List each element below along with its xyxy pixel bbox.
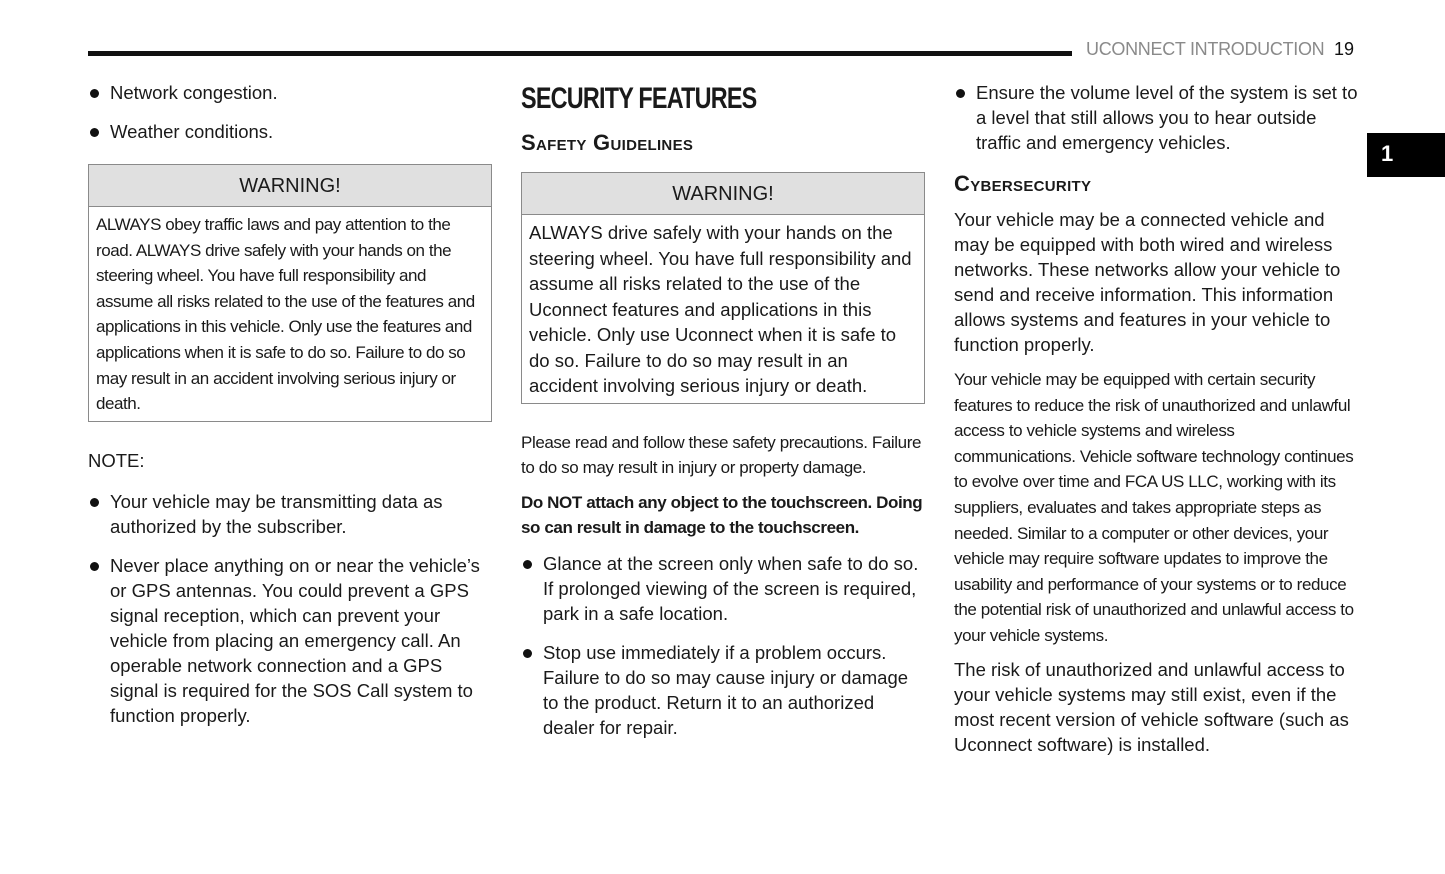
page-number: 19 <box>1334 39 1355 59</box>
list-item: Stop use immediately if a problem occurs. Failure to do so may cause injury or damage to the product. Return it to an authorized dealer for repair. <box>521 640 925 740</box>
header-rule <box>88 51 1072 56</box>
bullet-icon <box>523 560 532 569</box>
intro-paragraph: Please read and follow these safety precautions. Failure to do so may result in injury or property damage. <box>521 432 922 478</box>
column-3 <box>954 80 1358 757</box>
warning-box <box>88 164 492 422</box>
warning-text: ALWAYS drive safely with your hands on the steering wheel. You have full responsibility and assume all risks related to the use of the Uconnect features and applications in this vehicle. Only use Uconnect when it is safe to do so. Failure to do so may result in an accident involving serious injury or death. <box>529 222 912 396</box>
subsection-title: Safety Guidelines <box>521 130 694 155</box>
section-title: SECURITY FEATURES <box>521 82 757 115</box>
note-label: NOTE: <box>88 449 145 471</box>
bullet-icon <box>90 89 99 98</box>
touchscreen-caution: Do NOT attach any object to the touchscreen. Doing so can result in damage to the touchscreen. <box>521 492 923 538</box>
bullet-list <box>954 80 1358 155</box>
list-item: Glance at the screen only when safe to do so. If prolonged viewing of the screen is required, park in a safe location. <box>521 551 925 626</box>
warning-title: WARNING! <box>522 173 924 215</box>
warning-text: ALWAYS obey traffic laws and pay attention to the road. ALWAYS drive safely with your hands on the steering wheel. You have full responsibility and assume all risks related to the use of the features and applications in this vehicle. Only use the features and applications when it is safe to do so. Failure to do so may result in an accident involving serious injury or death. <box>96 215 475 414</box>
subsection-title: Cybersecurity <box>954 171 1092 196</box>
list-item: Ensure the volume level of the system is set to a level that still allows you to hear outside traffic and emergency vehicles. <box>954 80 1358 155</box>
paragraph: The risk of unauthorized and unlawful access to your vehicle systems may still exist, even if the most recent version of vehicle software (such as Uconnect software) is installed. <box>954 658 1349 755</box>
column-1 <box>88 80 492 728</box>
chapter-tab[interactable]: 1 <box>1367 133 1445 177</box>
bullet-icon <box>90 128 99 137</box>
note-bullet-list <box>88 489 492 728</box>
column-2 <box>521 80 925 740</box>
bullet-list <box>521 551 925 740</box>
paragraph: Your vehicle may be a connected vehicle and may be equipped with both wired and wireless networks. These networks allow your vehicle to send and receive information. This information allows systems and features in your vehicle to function properly. <box>954 209 1341 355</box>
list-item: Your vehicle may be transmitting data as authorized by the subscriber. <box>88 489 492 539</box>
bullet-icon <box>523 649 532 658</box>
paragraph: Your vehicle may be equipped with certain security features to reduce the risk of unauthorized and unlawful access to vehicle systems and wireless communications. Vehicle software technology continues to evolve over time and FCA US LLC, working with its suppliers, evaluates and takes appropriate steps as needed. Similar to a computer or other devices, your vehicle may require software updates to improve the usability and performance of your systems or to reduce the potential risk of unauthorized and unlawful access to your vehicle systems. <box>954 370 1354 645</box>
bullet-icon <box>956 89 965 98</box>
running-header-title: UCONNECT INTRODUCTION <box>1086 39 1325 59</box>
list-item: Network congestion. <box>88 80 492 105</box>
bullet-list <box>88 80 492 144</box>
list-item: Never place anything on or near the vehicle’s or GPS antennas. You could prevent a GPS signal reception, which can prevent your vehicle from placing an emergency call. An operable network connection and a GPS signal is required for the SOS Call system to function properly. <box>88 553 492 728</box>
bullet-icon <box>90 562 99 571</box>
list-item: Weather conditions. <box>88 119 492 144</box>
bullet-icon <box>90 498 99 507</box>
warning-title: WARNING! <box>89 165 491 207</box>
warning-box <box>521 172 925 404</box>
